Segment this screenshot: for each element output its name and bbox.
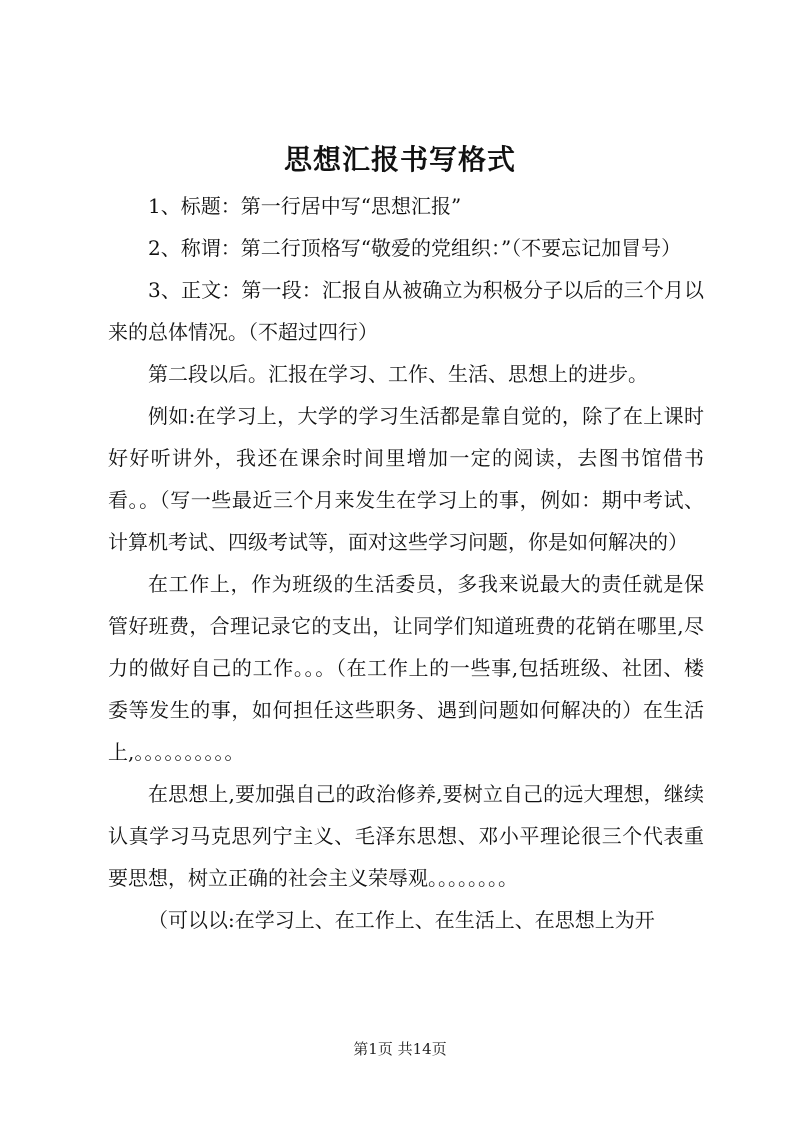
paragraph-salutation-rule: 2、称谓：第二行顶格写“敬爱的党组织：”（不要忘记加冒号） xyxy=(148,236,682,260)
paragraph-body-rule: 3、正文：第一段：汇报自从被确立为积极分子以后的三个月以来的总体情况。（不超过四行） xyxy=(108,278,704,344)
document-body xyxy=(108,185,704,941)
page-indicator: 第1页 共14页 xyxy=(353,1040,447,1058)
paragraph-study-example: 例如:在学习上，大学的学习生活都是靠自觉的，除了在上课时好好听讲外，我还在课余时间里增加一定的阅读，去图书馆借书看。。（写一些最近三个月来发生在学习上的事，例如：期中考试、计算机考试、四级考试等，面对这些学习问题，你是如何解决的） xyxy=(108,404,704,554)
paragraph-second-section: 第二段以后。汇报在学习、工作、生活、思想上的进步。 xyxy=(148,362,648,386)
paragraph-work-example: 在工作上，作为班级的生活委员，多我来说最大的责任就是保管好班费，合理记录它的支出，让同学们知道班费的花销在哪里,尽力的做好自己的工作。。。（在工作上的一些事,包括班级、社团、楼委等发生的事，如何担任这些职务、遇到问题如何解决的）在生活上,。。。。。。。。。。 xyxy=(108,572,704,764)
paragraph-title-rule: 1、标题：第一行居中写“思想汇报” xyxy=(148,194,462,218)
paragraph-structure-note: （可以以:在学习上、在工作上、在生活上、在思想上为开 xyxy=(148,908,655,932)
paragraph-thought-example: 在思想上,要加强自己的政治修养,要树立自己的远大理想，继续认真学习马克思列宁主义、毛泽东思想、邓小平理论很三个代表重要思想，树立正确的社会主义荣辱观。。。。。。。。 xyxy=(108,782,704,890)
document-title: 思想汇报书写格式 xyxy=(283,143,516,176)
